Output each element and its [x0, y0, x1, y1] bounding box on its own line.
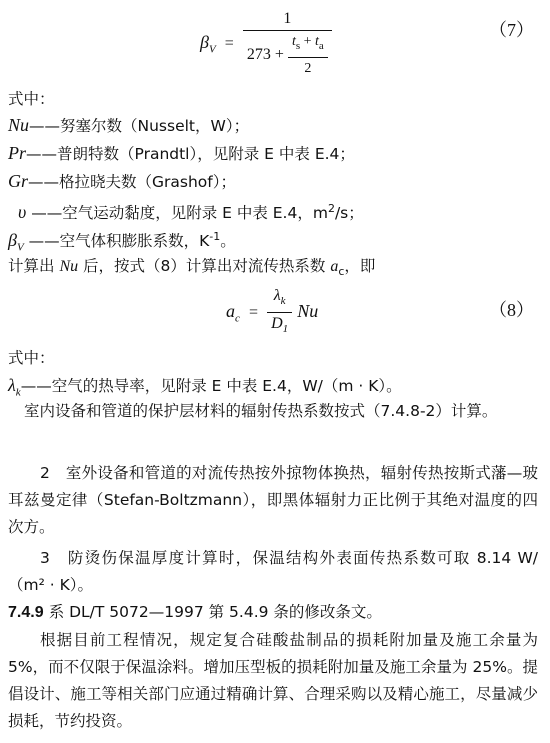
eq7-fraction: 1 273 + $\frac{t_s + t_a}{2}$ [243, 8, 332, 80]
where-label-1: 式中： [8, 90, 55, 108]
paragraph-outdoor: 2 室外设备和管道的对流传热按外掠物体换热，辐射传热按斯式藩—玻耳兹曼定律（Stefan-Boltzmann），即黑体辐射力正比例于其绝对温度的四次方。 [8, 464, 538, 536]
def-nu: Nu——努塞尔数（Nusselt，W）； [8, 115, 250, 135]
section-text: 系 DL/T 5072—1997 第 5.4.9 条的修改条文。 [48, 603, 382, 621]
def-upsilon: υ ——空气运动黏度，见附录 E 中表 E.4，$m^2/s$； [18, 202, 364, 223]
eq8-number: （8） [489, 300, 534, 320]
def-beta: $\beta_V$ ——空气体积膨胀系数，$K^{-1}$。 [8, 230, 236, 254]
eq7-number: （7） [489, 20, 534, 40]
section-heading [8, 601, 382, 624]
eq7-denominator: 273 + $\frac{t_s + t_a}{2}$ [243, 31, 332, 80]
eq7-lhs: $\beta_V$ [200, 32, 216, 56]
paragraph-allowance: 根据目前工程情况，规定复合硅酸盐制品的损耗附加量及施工余量为 5%，而不仅限于保温涂料。增加压型板的损耗附加量及施工余量为 25%。提倡设计、施工等相关部门应通过精确计算、合理采购以及精心施工，尽量减少损耗，节约投资。 [8, 631, 538, 730]
paragraph-scald: 3 防烫伤保温厚度计算时，保温结构外表面传热系数可取 8.14 W/（m² · K）。 [8, 549, 538, 594]
paragraph-radiation: 室内设备和管道的保护层材料的辐射传热系数按式（7.4.8-2）计算。 [24, 402, 498, 420]
def-pr: Pr——普朗特数（Prandtl），见附录 E 中表 E.4； [8, 143, 355, 163]
def-gr: Gr——格拉晓夫数（Grashof）； [8, 171, 236, 191]
equation-7: $\beta_V$ = 1 273 + $\frac{t_s + t_a}{2}$ [200, 8, 332, 80]
calc-line: 计算出 Nu 后，按式（8）计算出对流传热系数 $a_c$，即 [8, 257, 376, 279]
def-lambda: $\lambda_k——$空气的热导率，见附录 E 中表 E.4，W/（m · K）。 [8, 375, 402, 399]
section-number: 7.4.9 [8, 604, 44, 621]
where-label-2: 式中： [8, 349, 55, 367]
equation-8: $a_c$ = $\frac{\lambda_k}{D_1}$ Nu [226, 287, 319, 336]
